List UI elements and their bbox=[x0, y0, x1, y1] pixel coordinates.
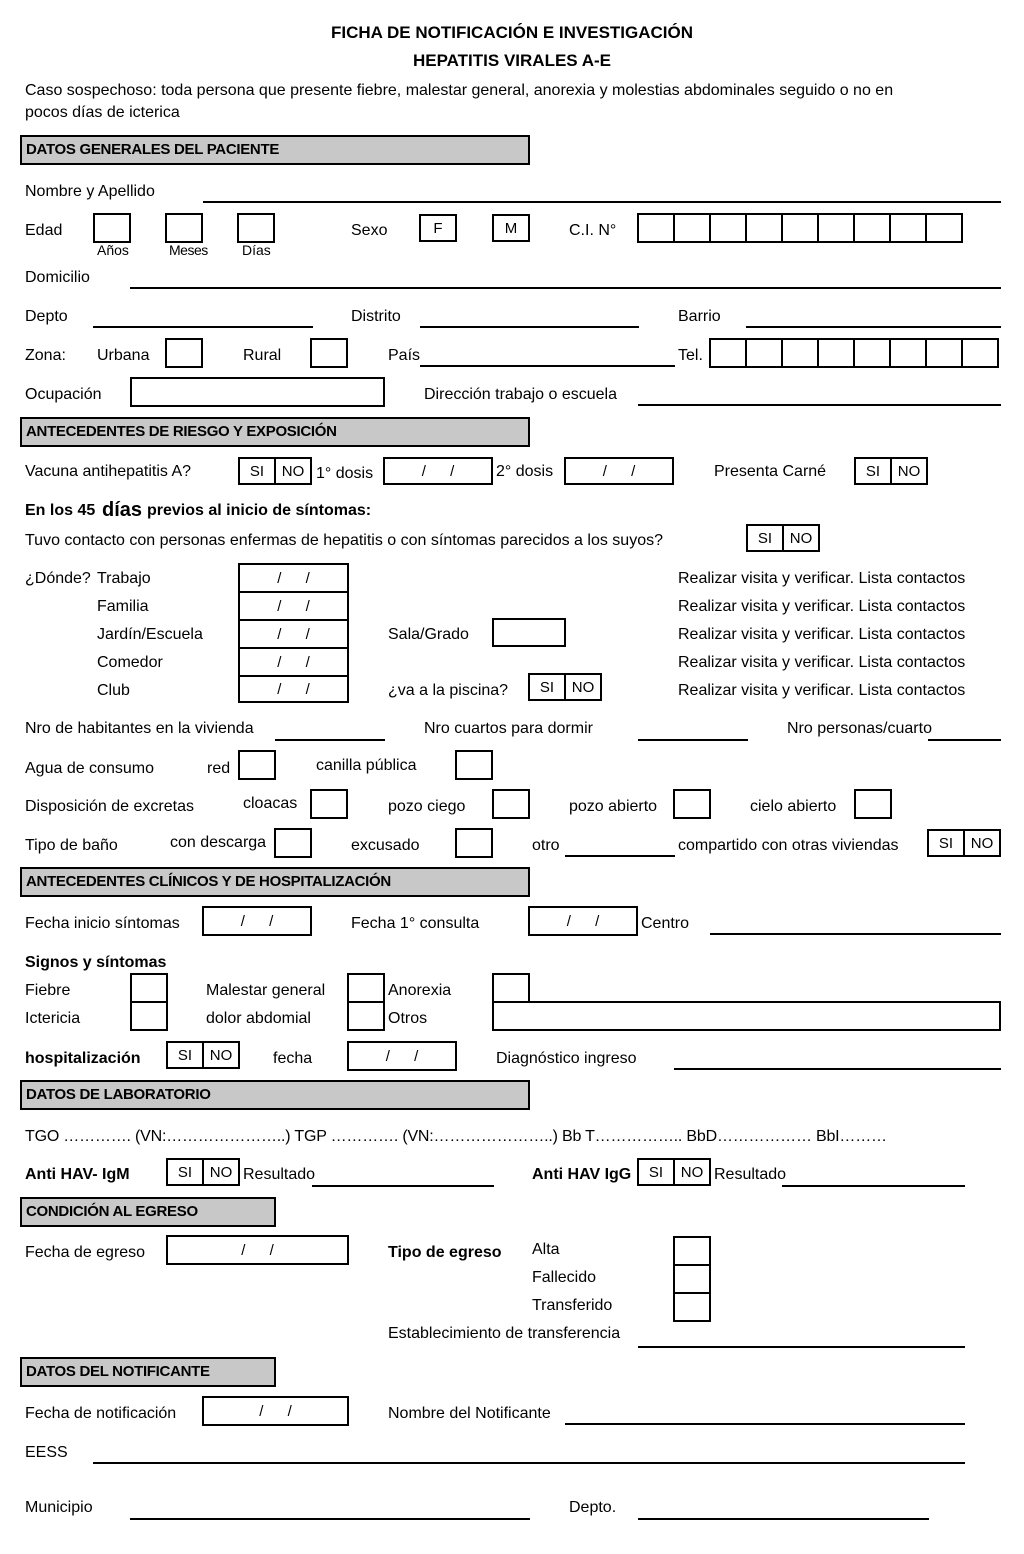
section-laboratorio: DATOS DE LABORATORIO bbox=[20, 1080, 530, 1110]
pozo-ciego-label: pozo ciego bbox=[388, 798, 466, 815]
distrito-label: Distrito bbox=[351, 308, 401, 325]
municipio-label: Municipio bbox=[25, 1499, 93, 1516]
bano-label: Tipo de baño bbox=[25, 837, 118, 854]
club-label: Club bbox=[97, 682, 130, 699]
dias-label: Días bbox=[242, 242, 271, 258]
zona-label: Zona: bbox=[25, 347, 66, 364]
realizar-1: Realizar visita y verificar. Lista contactos bbox=[678, 570, 966, 587]
direccion-label: Dirección trabajo o escuela bbox=[424, 386, 617, 403]
barrio-field[interactable] bbox=[746, 326, 1001, 328]
cuartos-field[interactable] bbox=[638, 739, 748, 741]
estab-label: Establecimiento de transferencia bbox=[388, 1325, 621, 1342]
distrito-field[interactable] bbox=[420, 326, 639, 328]
donde-label: ¿Dónde? bbox=[25, 570, 91, 587]
barrio-label: Barrio bbox=[678, 308, 721, 325]
edad-label: Edad bbox=[25, 222, 63, 239]
lab-values-line: TGO …………. (VN:…………………..) TGP …………. (VN:…………………..) Bb T…………….. BbD……………… BbI……… bbox=[25, 1128, 887, 1145]
municipio-field[interactable] bbox=[130, 1518, 530, 1520]
cielo-box[interactable] bbox=[854, 789, 892, 819]
vacuna-si-no[interactable]: SI NO bbox=[238, 457, 310, 485]
tel-cells[interactable] bbox=[709, 338, 997, 368]
sexo-m-box[interactable]: M bbox=[492, 214, 530, 242]
dolor-box[interactable] bbox=[347, 1001, 385, 1031]
realizar-4: Realizar visita y verificar. Lista contactos bbox=[678, 654, 966, 671]
transferido-box[interactable] bbox=[673, 1292, 711, 1322]
contacto-si-no[interactable]: SI NO bbox=[746, 524, 818, 552]
edad-meses-box[interactable] bbox=[165, 213, 203, 243]
en-los-45-b: previos al inicio de síntomas: bbox=[147, 502, 372, 519]
otros-label: Otros bbox=[388, 1010, 428, 1027]
personas-label: Nro personas/cuarto bbox=[787, 720, 932, 737]
section-antecedentes-clinicos: ANTECEDENTES CLÍNICOS Y DE HOSPITALIZACIÓN bbox=[20, 867, 530, 897]
section-datos-generales: DATOS GENERALES DEL PACIENTE bbox=[20, 135, 530, 165]
centro-label: Centro bbox=[641, 915, 690, 932]
pais-field[interactable] bbox=[420, 365, 675, 367]
dias-word: días bbox=[102, 499, 143, 521]
igm-resultado-label: Resultado bbox=[243, 1166, 316, 1183]
caso-definition-1: Caso sospechoso: toda persona que presente fiebre, malestar general, anorexia y molestias abdominales seguido o no en bbox=[25, 82, 894, 99]
tipo-egreso-label: Tipo de egreso bbox=[388, 1244, 502, 1261]
igm-si-no[interactable]: SI NO bbox=[166, 1158, 238, 1186]
fallecido-box[interactable] bbox=[673, 1264, 711, 1294]
cuartos-label: Nro cuartos para dormir bbox=[424, 720, 593, 737]
consulta-date[interactable]: / / bbox=[528, 906, 638, 936]
sexo-f-box[interactable]: F bbox=[419, 214, 457, 242]
cielo-label: cielo abierto bbox=[750, 798, 837, 815]
igg-resultado-label: Resultado bbox=[714, 1166, 787, 1183]
trabajo-label: Trabajo bbox=[97, 570, 151, 587]
meses-label: Meses bbox=[169, 242, 208, 258]
section-egreso: CONDICIÓN AL EGRESO bbox=[20, 1197, 276, 1227]
pais-label: País bbox=[388, 347, 421, 364]
cloacas-label: cloacas bbox=[243, 795, 298, 812]
notif-nombre-label: Nombre del Notificante bbox=[388, 1405, 551, 1422]
notif-fecha-label: Fecha de notificación bbox=[25, 1405, 177, 1422]
pozo-ciego-box[interactable] bbox=[492, 789, 530, 819]
malestar-label: Malestar general bbox=[206, 982, 326, 999]
agua-label: Agua de consumo bbox=[25, 760, 154, 777]
caso-definition-2: pocos días de icterica bbox=[25, 104, 180, 121]
transferido-label: Transferido bbox=[532, 1297, 613, 1314]
otros-field[interactable] bbox=[492, 1001, 1001, 1031]
rural-label: Rural bbox=[243, 347, 282, 364]
anorexia-box[interactable] bbox=[492, 973, 530, 1003]
cloacas-box[interactable] bbox=[310, 789, 348, 819]
realizar-5: Realizar visita y verificar. Lista contactos bbox=[678, 682, 966, 699]
ocupacion-label: Ocupación bbox=[25, 386, 102, 403]
eess-label: EESS bbox=[25, 1444, 68, 1461]
jardin-label: Jardín/Escuela bbox=[97, 626, 203, 643]
dosis2-date[interactable]: / / bbox=[564, 457, 674, 485]
urbana-box[interactable] bbox=[165, 338, 203, 368]
realizar-3: Realizar visita y verificar. Lista contactos bbox=[678, 626, 966, 643]
personas-field[interactable] bbox=[928, 739, 1001, 741]
ci-cells[interactable] bbox=[637, 213, 961, 243]
canilla-box[interactable] bbox=[455, 750, 493, 780]
ictericia-label: Ictericia bbox=[25, 1010, 81, 1027]
realizar-2: Realizar visita y verificar. Lista contactos bbox=[678, 598, 966, 615]
direccion-field[interactable] bbox=[638, 404, 1001, 406]
section-antecedentes-riesgo: ANTECEDENTES DE RIESGO Y EXPOSICIÓN bbox=[20, 417, 530, 447]
carne-si-no[interactable]: SI NO bbox=[854, 457, 926, 485]
vacuna-label: Vacuna antihepatitis A? bbox=[25, 463, 192, 480]
excusado-box[interactable] bbox=[455, 828, 493, 858]
hosp-date[interactable]: / / bbox=[347, 1041, 457, 1071]
rural-box[interactable] bbox=[310, 338, 348, 368]
carne-label: Presenta Carné bbox=[714, 463, 827, 480]
nombre-field[interactable] bbox=[203, 201, 1001, 203]
urbana-label: Urbana bbox=[97, 347, 150, 364]
igm-label: Anti HAV- IgM bbox=[25, 1166, 130, 1183]
sexo-label: Sexo bbox=[351, 222, 388, 239]
comedor-date[interactable]: / / bbox=[238, 647, 349, 677]
canilla-label: canilla pública bbox=[316, 757, 417, 774]
compartido-label: compartido con otras viviendas bbox=[678, 837, 899, 854]
edad-dias-box[interactable] bbox=[237, 213, 275, 243]
igg-resultado-field[interactable] bbox=[782, 1185, 965, 1187]
igg-si-no[interactable]: SI NO bbox=[637, 1158, 709, 1186]
notif-nombre-field[interactable] bbox=[565, 1423, 965, 1425]
egreso-date[interactable]: / / bbox=[166, 1235, 349, 1265]
pozo-abierto-label: pozo abierto bbox=[569, 798, 658, 815]
jardin-date[interactable]: / / bbox=[238, 619, 349, 649]
red-label: red bbox=[207, 760, 231, 777]
habitantes-label: Nro de habitantes en la vivienda bbox=[25, 720, 254, 737]
form-title: FICHA DE NOTIFICACIÓN E INVESTIGACIÓN bbox=[330, 23, 694, 42]
inicio-label: Fecha inicio síntomas bbox=[25, 915, 180, 932]
fiebre-label: Fiebre bbox=[25, 982, 71, 999]
sala-label: Sala/Grado bbox=[388, 626, 469, 643]
domicilio-label: Domicilio bbox=[25, 269, 90, 286]
otro-field[interactable] bbox=[565, 855, 675, 857]
ci-label: C.I. N° bbox=[569, 222, 617, 239]
alta-box[interactable] bbox=[673, 1236, 711, 1266]
diag-field[interactable] bbox=[674, 1068, 1001, 1070]
ictericia-box[interactable] bbox=[130, 1001, 168, 1031]
familia-date[interactable]: / / bbox=[238, 591, 349, 621]
piscina-label: ¿va a la piscina? bbox=[388, 682, 509, 699]
anorexia-label: Anorexia bbox=[388, 982, 452, 999]
edad-anos-box[interactable] bbox=[93, 213, 131, 243]
consulta-label: Fecha 1° consulta bbox=[351, 915, 480, 932]
inicio-date[interactable]: / / bbox=[202, 906, 312, 936]
form-subtitle: HEPATITIS VIRALES A-E bbox=[412, 51, 612, 70]
nombre-label: Nombre y Apellido bbox=[25, 183, 155, 200]
comedor-label: Comedor bbox=[97, 654, 163, 671]
familia-label: Familia bbox=[97, 598, 149, 615]
contacto-question: Tuvo contacto con personas enfermas de hepatitis o con síntomas parecidos a los suyos? bbox=[25, 532, 663, 549]
fallecido-label: Fallecido bbox=[532, 1269, 597, 1286]
alta-label: Alta bbox=[532, 1241, 560, 1258]
excretas-label: Disposición de excretas bbox=[25, 798, 194, 815]
igm-resultado-field[interactable] bbox=[312, 1185, 494, 1187]
hosp-label: hospitalización bbox=[25, 1050, 141, 1067]
dosis2-label: 2° dosis bbox=[496, 463, 554, 480]
trabajo-date[interactable]: / / bbox=[238, 563, 349, 593]
notif-depto-field[interactable] bbox=[638, 1518, 929, 1520]
ocupacion-box[interactable] bbox=[130, 377, 385, 407]
descarga-box[interactable] bbox=[274, 828, 312, 858]
dosis1-label: 1° dosis bbox=[316, 465, 374, 482]
dosis1-date[interactable]: / / bbox=[383, 457, 493, 485]
notif-date[interactable]: / / bbox=[202, 1396, 349, 1426]
notif-depto-label: Depto. bbox=[569, 1499, 617, 1516]
habitantes-field[interactable] bbox=[275, 739, 385, 741]
igg-label: Anti HAV IgG bbox=[532, 1166, 632, 1183]
club-date[interactable]: / / bbox=[238, 675, 349, 703]
depto-label: Depto bbox=[25, 308, 68, 325]
hosp-fecha-label: fecha bbox=[273, 1050, 313, 1067]
malestar-box[interactable] bbox=[347, 973, 385, 1003]
anos-label: Años bbox=[97, 242, 129, 258]
egreso-fecha-label: Fecha de egreso bbox=[25, 1244, 146, 1261]
excusado-label: excusado bbox=[351, 837, 420, 854]
estab-field[interactable] bbox=[638, 1346, 965, 1348]
dolor-label: dolor abdomial bbox=[206, 1010, 311, 1027]
en-los-45-a: En los 45 bbox=[25, 502, 96, 519]
signos-heading: Signos y síntomas bbox=[25, 954, 167, 971]
hosp-si-no[interactable]: SI NO bbox=[166, 1041, 238, 1069]
red-box[interactable] bbox=[238, 750, 276, 780]
section-notificante: DATOS DEL NOTIFICANTE bbox=[20, 1357, 276, 1387]
domicilio-field[interactable] bbox=[130, 287, 1001, 289]
otro-label: otro bbox=[532, 837, 560, 854]
compartido-si-no[interactable]: SI NO bbox=[927, 829, 999, 857]
centro-field[interactable] bbox=[710, 933, 1001, 935]
diag-label: Diagnóstico ingreso bbox=[496, 1050, 637, 1067]
fiebre-box[interactable] bbox=[130, 973, 168, 1003]
tel-label: Tel. bbox=[678, 347, 703, 364]
piscina-si-no[interactable]: SI NO bbox=[528, 673, 600, 701]
eess-field[interactable] bbox=[93, 1462, 965, 1464]
sala-box[interactable] bbox=[492, 618, 566, 647]
pozo-abierto-box[interactable] bbox=[673, 789, 711, 819]
depto-field[interactable] bbox=[93, 326, 313, 328]
descarga-label: con descarga bbox=[170, 834, 267, 851]
